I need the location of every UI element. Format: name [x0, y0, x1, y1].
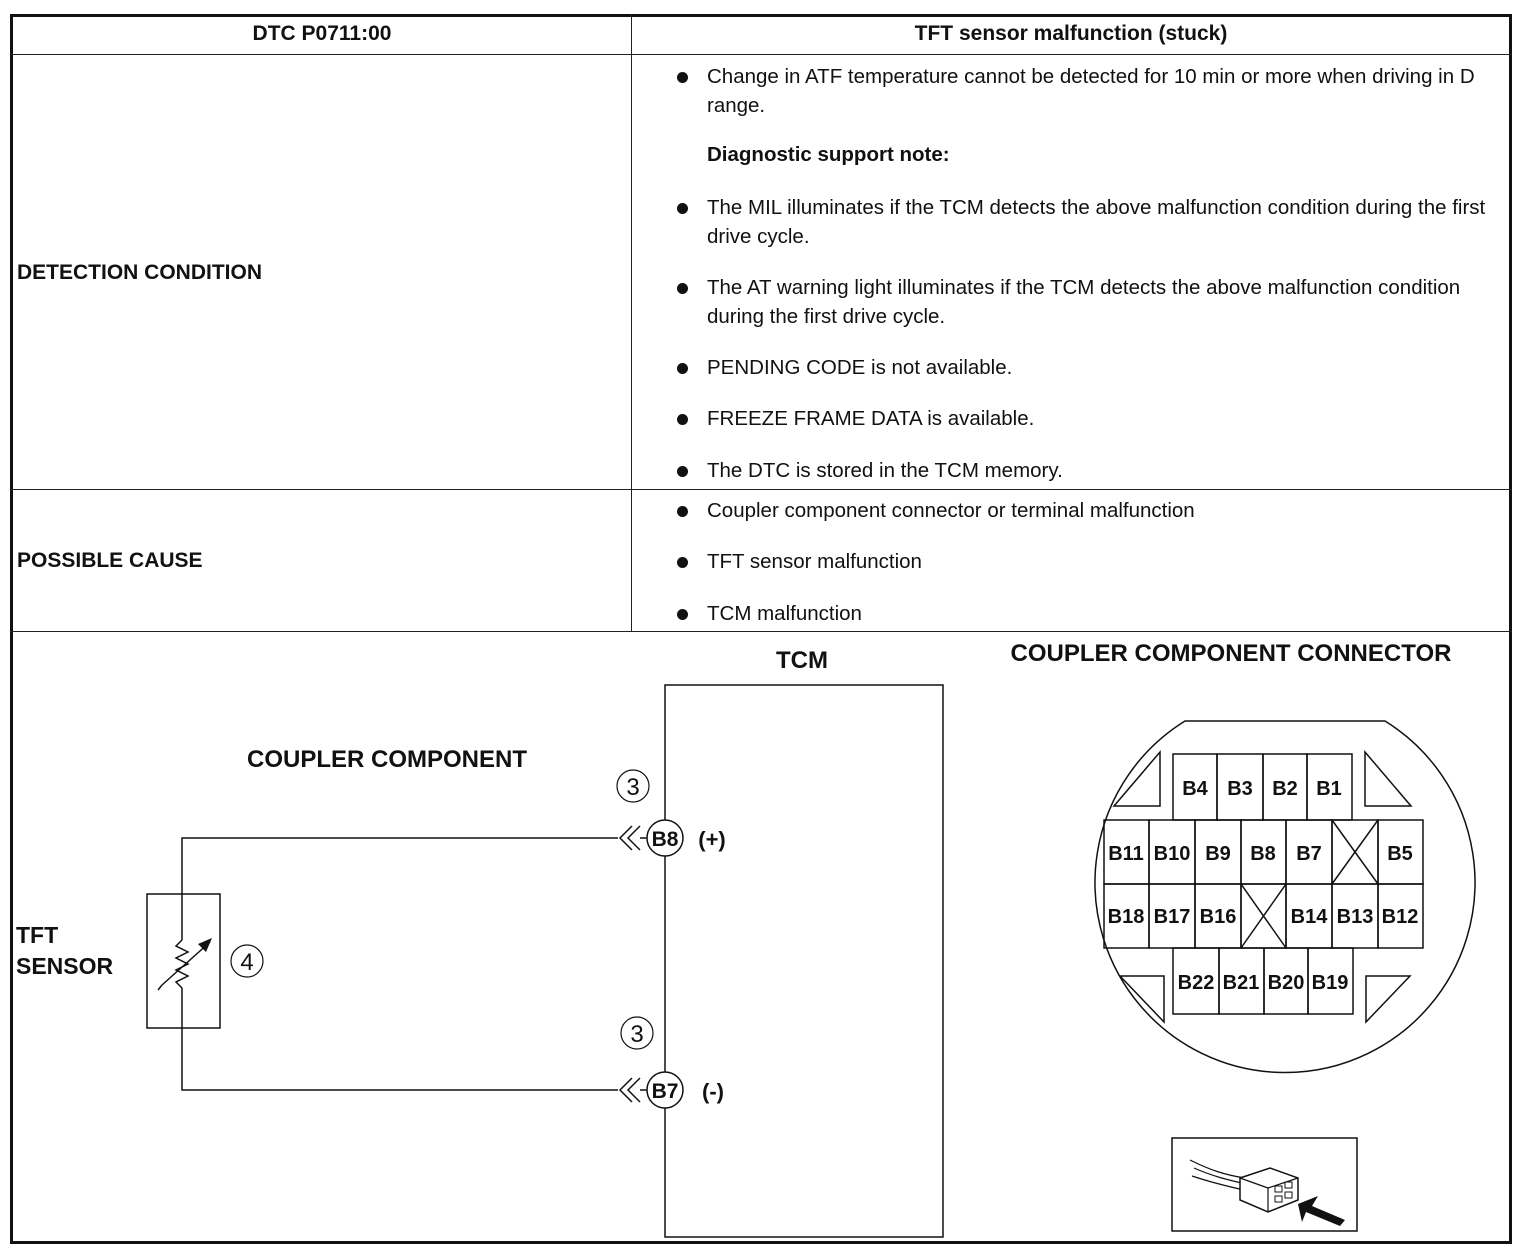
- note-item-text: PENDING CODE is not available.: [707, 356, 1013, 379]
- possible-cause-label: POSSIBLE CAUSE: [17, 549, 203, 572]
- tcm-box: [665, 685, 943, 1237]
- note-item-text: The AT warning light illuminates if the TCM detects the above malfunction condition during the first drive cycle.: [707, 276, 1461, 328]
- pin-b16: B16: [1199, 906, 1237, 928]
- terminal-b7-polarity: (-): [702, 1079, 724, 1104]
- sensor-ref: 4: [240, 949, 254, 976]
- dtc-code: DTC P0711:00: [252, 22, 392, 45]
- terminal-b8-ref: 3: [626, 774, 640, 801]
- sensor-label-line1: TFT: [16, 922, 59, 948]
- pin-b21: B21: [1222, 972, 1260, 994]
- pin-b20: B20: [1267, 972, 1305, 994]
- pin-b14: B14: [1290, 906, 1328, 928]
- pin-b5: B5: [1387, 843, 1413, 865]
- detection-condition-label: DETECTION CONDITION: [17, 261, 262, 284]
- connector-row-3: [1104, 884, 1423, 948]
- detection-item-text: Change in ATF temperature cannot be detected for 10 min or more when driving in D range.: [707, 65, 1475, 117]
- wire-negative: [182, 1028, 618, 1090]
- pin-b12: B12: [1381, 906, 1419, 928]
- pin-b9: B9: [1205, 843, 1231, 865]
- pin-b18: B18: [1107, 906, 1145, 928]
- pin-b22: B22: [1177, 972, 1215, 994]
- cause-item-text: TFT sensor malfunction: [707, 550, 922, 573]
- connector-chevron-icon: [620, 826, 640, 1102]
- dtc-title: TFT sensor malfunction (stuck): [914, 22, 1228, 45]
- pin-b8: B8: [1250, 843, 1276, 865]
- pin-b13: B13: [1336, 906, 1374, 928]
- pin-b4: B4: [1182, 778, 1208, 800]
- terminal-b8-pin: B8: [651, 828, 679, 851]
- note-item-text: The MIL illuminates if the TCM detects the above malfunction condition during the first drive cycle.: [707, 196, 1486, 248]
- sensor-label-line2: SENSOR: [16, 953, 114, 979]
- coupler-component-label: COUPLER COMPONENT: [246, 746, 528, 773]
- pin-b2: B2: [1272, 778, 1298, 800]
- connector-title: COUPLER COMPONENT CONNECTOR: [1010, 640, 1452, 667]
- note-heading: Diagnostic support note:: [707, 143, 950, 166]
- harness-connector-icon: [1172, 1138, 1357, 1231]
- pin-b3: B3: [1227, 778, 1253, 800]
- terminal-b8-polarity: (+): [698, 827, 726, 852]
- pin-b10: B10: [1153, 843, 1191, 865]
- pin-b17: B17: [1153, 906, 1191, 928]
- pin-b19: B19: [1311, 972, 1349, 994]
- note-item-text: FREEZE FRAME DATA is available.: [707, 407, 1035, 430]
- wiring-diagram: [16, 647, 943, 1237]
- cause-item-text: Coupler component connector or terminal malfunction: [707, 499, 1195, 522]
- tcm-label: TCM: [776, 647, 828, 674]
- cause-item-text: TCM malfunction: [707, 602, 862, 625]
- pin-b1: B1: [1316, 778, 1342, 800]
- note-item-text: The DTC is stored in the TCM memory.: [707, 459, 1063, 482]
- pin-b11: B11: [1108, 843, 1144, 865]
- terminal-b7-pin: B7: [651, 1080, 679, 1103]
- wire-positive: [182, 838, 618, 1028]
- pin-b7: B7: [1296, 843, 1322, 865]
- terminal-b7-ref: 3: [630, 1021, 644, 1048]
- connector-face-diagram: [1011, 640, 1475, 1073]
